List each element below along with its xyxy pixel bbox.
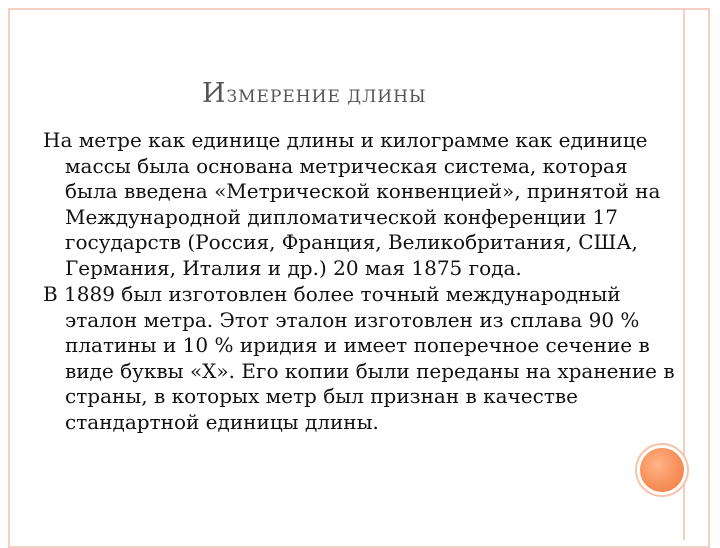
slide-frame-vertical-line [683, 8, 685, 540]
paragraph-2: В 1889 был изготовлен более точный международный эталон метра. Этот эталон изготовлен из сплава 90 % платины и 10 % иридия и имеет поперечное сечение в виде буквы «Х». Его копии были переданы на хранение в страны, в которых метр был признан в качестве стандартной единицы длины. [43, 282, 675, 434]
slide-title-first-letter: И [202, 78, 227, 109]
paragraph-1: На метре как единице длины и килограмме как единице массы была основана метрическая система, которая была введена «Метрической конвенцией», принятой на Международной дипломатической конференции 17 государств (Россия, Франция, Великобритания, США, Германия, Италия и др.) 20 мая 1875 года. [43, 128, 661, 280]
slide-title-rest: ЗМЕРЕНИЕ ДЛИНЫ [226, 87, 427, 107]
decorative-circle [640, 448, 684, 492]
slide-body [43, 128, 683, 435]
slide-title [202, 78, 427, 109]
